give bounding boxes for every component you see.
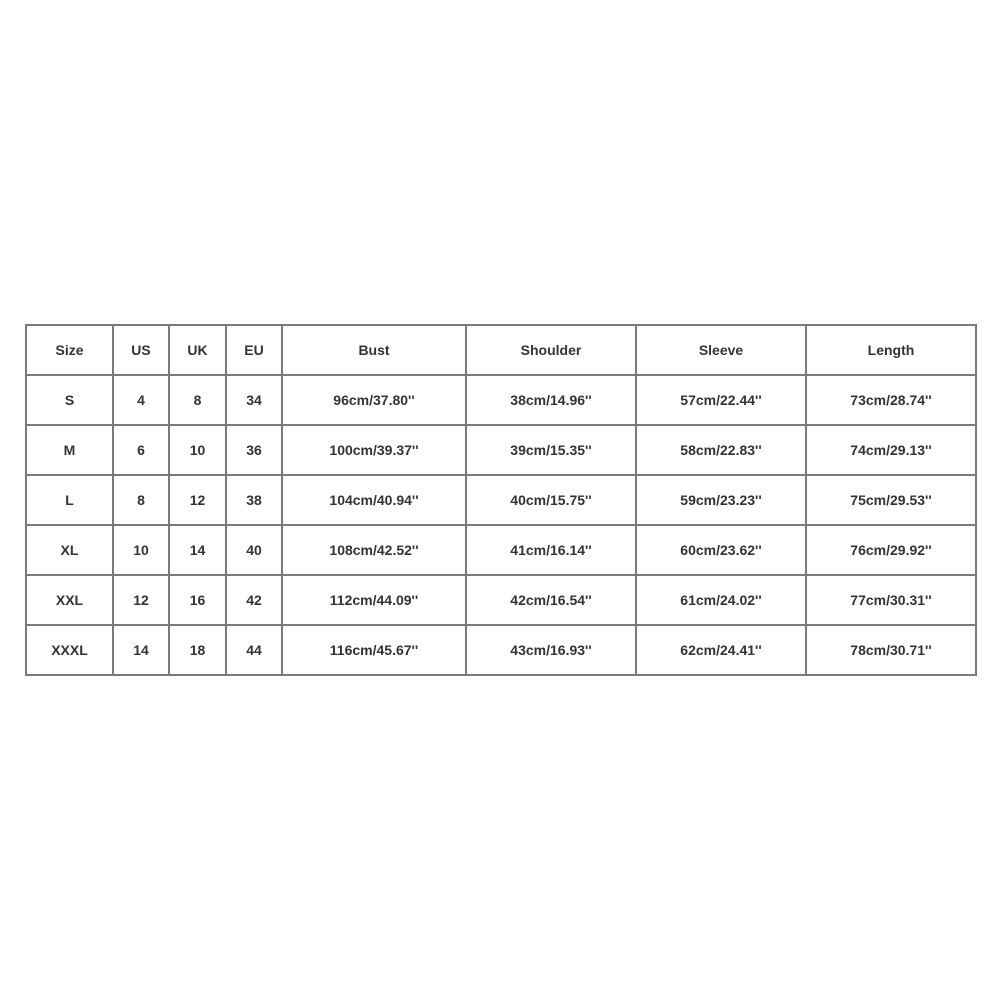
cell-uk: 8 [169, 375, 226, 425]
cell-eu: 34 [226, 375, 282, 425]
cell-length: 77cm/30.31'' [806, 575, 976, 625]
cell-length: 76cm/29.92'' [806, 525, 976, 575]
cell-us: 4 [113, 375, 169, 425]
cell-us: 6 [113, 425, 169, 475]
cell-bust: 100cm/39.37'' [282, 425, 466, 475]
cell-uk: 18 [169, 625, 226, 675]
cell-shoulder: 39cm/15.35'' [466, 425, 636, 475]
cell-bust: 108cm/42.52'' [282, 525, 466, 575]
table-row [26, 525, 976, 575]
cell-eu: 44 [226, 625, 282, 675]
cell-us: 8 [113, 475, 169, 525]
cell-uk: 16 [169, 575, 226, 625]
cell-shoulder: 42cm/16.54'' [466, 575, 636, 625]
cell-us: 14 [113, 625, 169, 675]
cell-eu: 42 [226, 575, 282, 625]
cell-sleeve: 62cm/24.41'' [636, 625, 806, 675]
cell-sleeve: 57cm/22.44'' [636, 375, 806, 425]
cell-eu: 36 [226, 425, 282, 475]
cell-length: 74cm/29.13'' [806, 425, 976, 475]
cell-size: M [26, 425, 113, 475]
cell-sleeve: 58cm/22.83'' [636, 425, 806, 475]
cell-bust: 104cm/40.94'' [282, 475, 466, 525]
header-sleeve: Sleeve [636, 325, 806, 375]
cell-us: 10 [113, 525, 169, 575]
cell-size: XL [26, 525, 113, 575]
table-row [26, 625, 976, 675]
cell-length: 73cm/28.74'' [806, 375, 976, 425]
table-row [26, 425, 976, 475]
header-size: Size [26, 325, 113, 375]
cell-uk: 14 [169, 525, 226, 575]
cell-eu: 38 [226, 475, 282, 525]
cell-sleeve: 60cm/23.62'' [636, 525, 806, 575]
size-chart-table [25, 324, 977, 676]
table-row [26, 575, 976, 625]
cell-length: 78cm/30.71'' [806, 625, 976, 675]
cell-size: S [26, 375, 113, 425]
cell-uk: 12 [169, 475, 226, 525]
header-us: US [113, 325, 169, 375]
table-header-row [26, 325, 976, 375]
cell-bust: 96cm/37.80'' [282, 375, 466, 425]
cell-shoulder: 41cm/16.14'' [466, 525, 636, 575]
cell-shoulder: 38cm/14.96'' [466, 375, 636, 425]
cell-shoulder: 43cm/16.93'' [466, 625, 636, 675]
cell-size: XXL [26, 575, 113, 625]
cell-shoulder: 40cm/15.75'' [466, 475, 636, 525]
cell-size: XXXL [26, 625, 113, 675]
table-row [26, 475, 976, 525]
header-bust: Bust [282, 325, 466, 375]
cell-sleeve: 61cm/24.02'' [636, 575, 806, 625]
header-eu: EU [226, 325, 282, 375]
table-row [26, 375, 976, 425]
cell-length: 75cm/29.53'' [806, 475, 976, 525]
cell-size: L [26, 475, 113, 525]
cell-eu: 40 [226, 525, 282, 575]
header-length: Length [806, 325, 976, 375]
header-uk: UK [169, 325, 226, 375]
header-shoulder: Shoulder [466, 325, 636, 375]
cell-sleeve: 59cm/23.23'' [636, 475, 806, 525]
cell-us: 12 [113, 575, 169, 625]
cell-bust: 116cm/45.67'' [282, 625, 466, 675]
cell-bust: 112cm/44.09'' [282, 575, 466, 625]
cell-uk: 10 [169, 425, 226, 475]
